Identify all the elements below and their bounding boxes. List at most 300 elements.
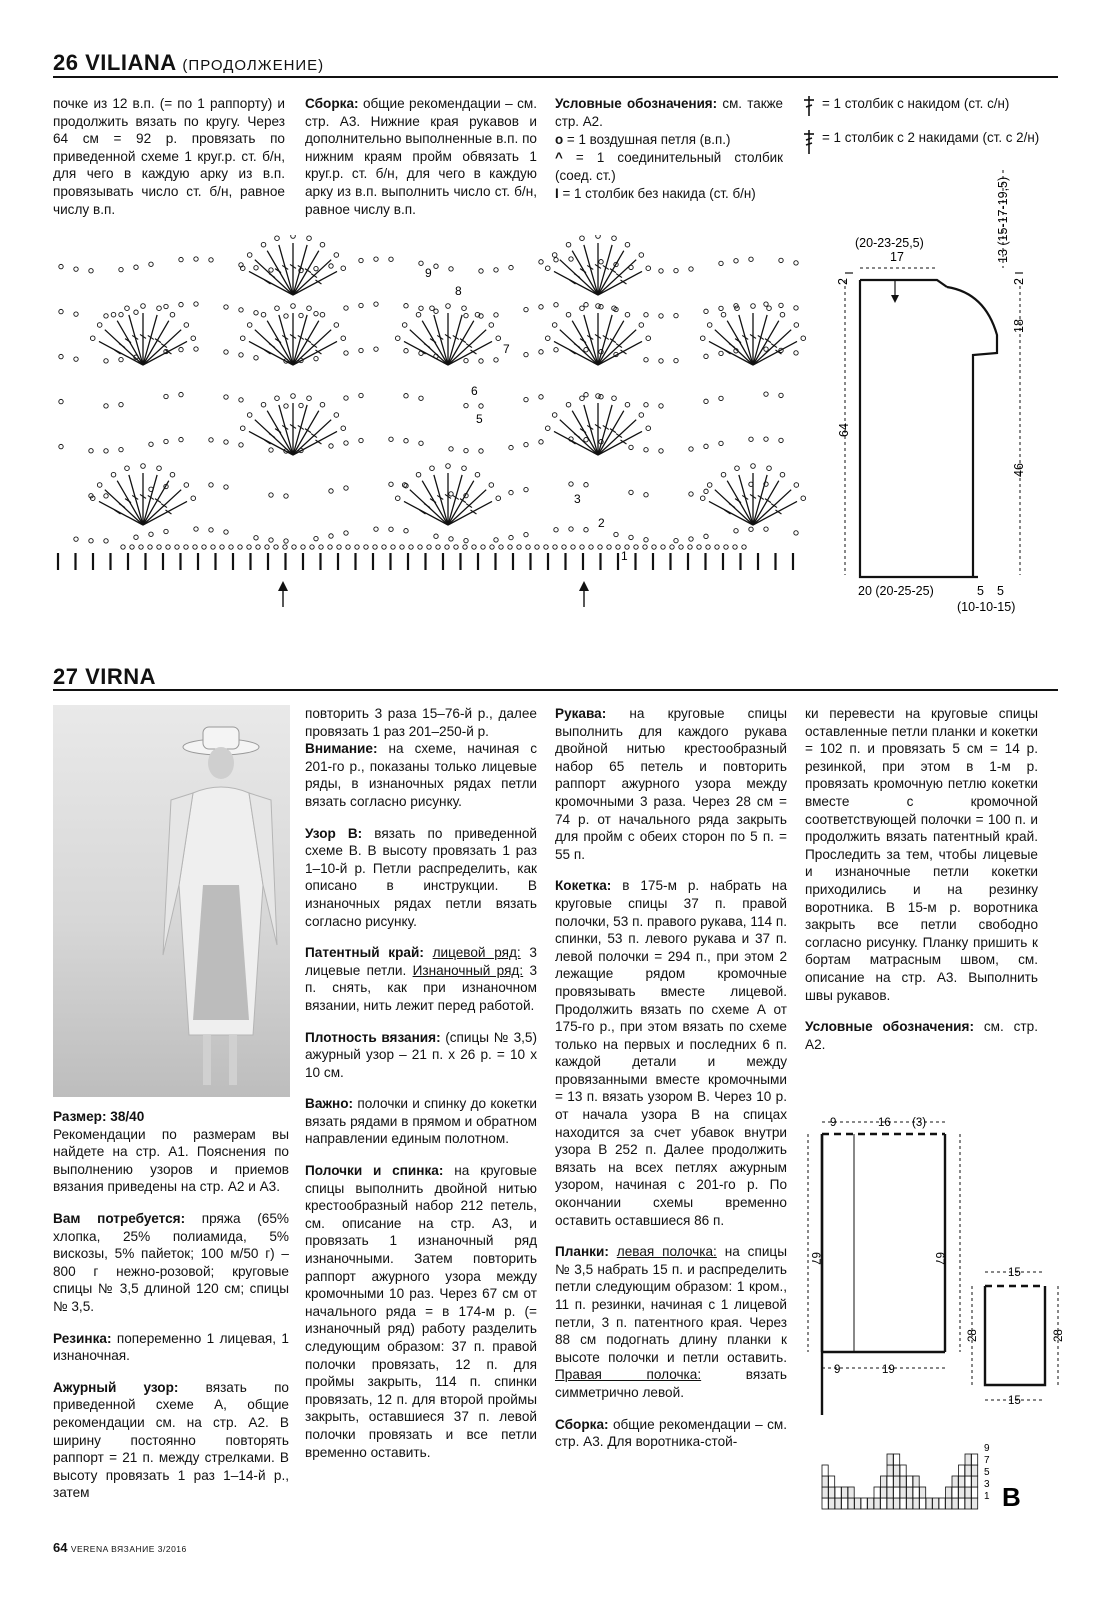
schematic-bottom-c: 5: [997, 584, 1004, 598]
chain-loop: [59, 444, 63, 448]
chain-loop: [193, 545, 197, 549]
repeat-arrow-left-icon: [278, 581, 288, 607]
chart-b-cell: [835, 1498, 841, 1509]
chain-loop: [612, 236, 617, 241]
chart-b-cell: [959, 1476, 965, 1487]
chain-loop: [284, 404, 288, 408]
chart-row-label-8: 8: [455, 284, 462, 298]
important-label: Важно:: [305, 1096, 354, 1112]
chain-loop: [659, 449, 663, 453]
chain-loop: [524, 532, 528, 536]
chart-b-cell: [972, 1487, 978, 1498]
right-front-text: вязать симметрично левой.: [555, 1367, 787, 1400]
chain-loop: [719, 306, 723, 310]
chain-loop: [479, 269, 483, 273]
double-crochet-symbol-icon: [802, 95, 816, 117]
chart-b-cell: [907, 1476, 913, 1487]
legend-intro-text: см. также стр. А2.: [555, 96, 783, 129]
chain-loop: [554, 258, 558, 262]
chain-loop: [419, 396, 423, 400]
chain-loop: [402, 323, 407, 328]
repeat-arrow-right-icon: [579, 581, 589, 607]
chain-loop: [639, 323, 644, 328]
section-26-legend-2: [800, 95, 1060, 147]
chain-loop: [419, 441, 423, 445]
chart-b-cell: [965, 1498, 971, 1509]
chain-loop: [481, 545, 485, 549]
chart-b-cell: [972, 1454, 978, 1465]
collar-paragraph: ки перевести на круговые спицы оставленные петли планки и кокетки = 102 п. и провязать 5 см = 14 р. резинкой, при этом в 1-м р. провязать кромочную петлю кокетки вместе с кромочной соответствующей полочки = 100 п. и продолжить вязать патентный край. Проследить за тем, чтобы лицевые и изнаночные петли кокетки приходились и на резинку воротника. В 15-м р. воротника закрыть все петли свободно согласно рисунку. Планку пришить к бортам матрасным швом, см. описание на стр. А3. Выполнить швы рукавов.: [805, 706, 1038, 1003]
chain-loop: [359, 438, 363, 442]
chain-loop: [119, 357, 123, 361]
chain-loop: [194, 527, 198, 531]
lace-label: Ажурный узор:: [53, 1379, 179, 1395]
chain-loop: [509, 535, 513, 539]
garment-schematic-27: [800, 1110, 1070, 1415]
fan-stitch: [143, 315, 157, 365]
chart-b-cell: [920, 1487, 926, 1498]
fronts-back-paragraph: [305, 1162, 537, 1461]
chart-row-label-9: 9: [425, 266, 432, 280]
chain-loop: [449, 447, 453, 451]
chain-loop: [194, 257, 198, 261]
chain-loop: [104, 314, 108, 318]
section-26-number: 26: [53, 50, 79, 75]
chain-loop: [494, 538, 498, 542]
chain-loop: [344, 486, 348, 490]
chain-loop: [125, 466, 130, 471]
fan-stitch-bar: [574, 274, 580, 278]
yoke-paragraph: [555, 877, 787, 1229]
attention-label: Внимание:: [305, 741, 378, 757]
chart-b-cell: [887, 1487, 893, 1498]
fan-stitch: [129, 475, 143, 525]
chart-b-cell: [887, 1465, 893, 1476]
knitting-chart-b: [820, 1436, 1070, 1516]
chain-loop: [449, 492, 453, 496]
chain-loop: [445, 545, 449, 549]
chain-loop: [104, 449, 108, 453]
chart-b-cell: [894, 1454, 900, 1465]
chain-loop: [179, 302, 183, 306]
chain-loop: [134, 535, 138, 539]
chain-loop: [157, 545, 161, 549]
legend-27-paragraph: [805, 1018, 1038, 1053]
chart-b-row-1: 1: [984, 1491, 990, 1502]
chart-b-cell: [959, 1498, 965, 1509]
chain-loop: [517, 545, 521, 549]
chain-loop: [229, 545, 233, 549]
schematic-bottom-a: 20 (20-25-25): [858, 584, 934, 598]
fan-stitch: [434, 475, 448, 525]
chain-loop: [337, 545, 341, 549]
fan-stitch: [584, 405, 598, 455]
fan-stitch-bar: [574, 344, 580, 348]
chain-loop: [764, 437, 768, 441]
chain-loop: [751, 304, 756, 309]
chain-loop: [299, 403, 303, 407]
schematic2-bottom-19: 19: [882, 1364, 895, 1376]
chain-loop: [704, 309, 708, 313]
chain-loop: [224, 530, 228, 534]
schematic3-top-15: 15: [1008, 1267, 1021, 1279]
chart-b-cell: [900, 1498, 906, 1509]
chain-loop: [310, 545, 314, 549]
chain-loop: [291, 394, 296, 399]
attention-text: на схеме, начиная с 201-го р., показаны только лицевые ряды, в изнаночных рядах петли вязать согласно рисунку.: [305, 741, 537, 809]
schematic-two-right: 2: [1012, 278, 1026, 285]
sleeves-label: Рукава:: [555, 706, 607, 721]
chart-b-cell: [965, 1465, 971, 1476]
chart-b-cell: [972, 1465, 978, 1476]
legend-tr-text: = 1 столбик с 2 накидами (ст. с 2/н): [822, 130, 1040, 145]
chain-loop: [724, 545, 728, 549]
treble-crochet-symbol-icon: [802, 129, 816, 155]
chain-loop: [254, 266, 258, 270]
chart-b-cell: [822, 1476, 828, 1487]
important-text: полочки и спинку до кокетки вязать рядами в прямом и обратном направлении единым полотном.: [305, 1096, 537, 1147]
chain-loop: [389, 527, 393, 531]
chain-loop: [599, 259, 603, 263]
fan-stitch: [598, 245, 612, 295]
chain-loop: [419, 306, 423, 310]
chain-loop: [261, 242, 266, 247]
chart-b-cell: [946, 1498, 952, 1509]
chain-loop: [679, 545, 683, 549]
chain-loop: [111, 472, 116, 477]
chain-loop: [659, 269, 663, 273]
chain-loop: [584, 393, 588, 397]
chain-loop: [704, 444, 708, 448]
chain-loop: [164, 304, 168, 308]
chain-loop: [344, 441, 348, 445]
chain-loop: [554, 303, 558, 307]
chain-loop: [247, 545, 251, 549]
chain-loop: [269, 448, 273, 452]
chain-loop: [674, 358, 678, 362]
chain-loop: [509, 265, 513, 269]
chain-loop: [179, 392, 183, 396]
attention-paragraph: [305, 740, 537, 810]
section-27-rule: [53, 689, 1058, 691]
chain-loop: [275, 306, 280, 311]
chain-loop: [639, 413, 644, 418]
chain-loop: [329, 489, 333, 493]
chain-loop: [794, 261, 798, 265]
chart-b-cell: [946, 1487, 952, 1498]
chart-b-cell: [835, 1487, 841, 1498]
fronts-back-label: Полочки и спинка:: [305, 1163, 444, 1179]
chain-loop: [59, 264, 63, 268]
chain-loop: [749, 527, 753, 531]
schematic2-top-16: 16: [878, 1117, 891, 1129]
chain-loop: [334, 323, 339, 328]
chain-loop: [697, 545, 701, 549]
chain-loop: [464, 313, 468, 317]
fan-stitch: [584, 315, 598, 365]
chain-loop: [121, 545, 125, 549]
chain-loop: [719, 261, 723, 265]
chain-loop: [164, 439, 168, 443]
chain-loop: [418, 545, 422, 549]
density-label: Плотность вязания:: [305, 1029, 441, 1045]
chain-loop: [644, 358, 648, 362]
chain-loop: [767, 466, 772, 471]
chain-loop: [374, 302, 378, 306]
pattern-b-text: вязать по приведенной схеме В. В высоту провязать 1 раз 1–10-й р. Петли распределить, как описано в инструкции. В изнаночных рядах петли вязать согласно рисунку.: [305, 825, 537, 929]
assembly-label: Сборка:: [305, 96, 359, 111]
chain-loop: [239, 308, 243, 312]
chain-loop: [509, 445, 513, 449]
chart-b-label: B: [1002, 1482, 1021, 1512]
chain-loop: [643, 545, 647, 549]
chain-loop: [524, 397, 528, 401]
chain-loop: [104, 494, 108, 498]
chain-loop: [179, 437, 183, 441]
chart-b-cell: [894, 1476, 900, 1487]
chain-loop: [239, 398, 243, 402]
chain-loop: [584, 483, 588, 487]
chain-loop: [767, 306, 772, 311]
chain-loop: [239, 353, 243, 357]
chain-loop: [700, 336, 705, 341]
chain-loop: [256, 545, 260, 549]
chain-loop: [464, 538, 468, 542]
fan-stitch: [129, 315, 143, 365]
chain-loop: [292, 545, 296, 549]
chain-loop: [374, 347, 378, 351]
chain-loop: [779, 258, 783, 262]
chain-loop: [320, 402, 325, 407]
chain-loop: [490, 545, 494, 549]
chain-loop: [307, 306, 312, 311]
chain-loop: [794, 531, 798, 535]
chain-loop: [449, 537, 453, 541]
chain-loop: [554, 528, 558, 532]
chain-loop: [794, 483, 799, 488]
chain-loop: [224, 440, 228, 444]
chain-loop: [97, 323, 102, 328]
chain-loop: [794, 323, 799, 328]
chain-loop: [625, 312, 630, 317]
chain-loop: [224, 485, 228, 489]
yoke-text: в 175-м р. набрать на круговые спицы 37 п. правой полочки, 53 п. правого рукава, 114 п. спинки, 53 п. левого рукава и 37 п. левой полочки = 294 п., при этом 2 лежащие рядом кромочные провязывать вместе лицевой. Продолжить вязать по схеме А от 175-го р., при этом вязать по схеме только на первых и последних 6 п. каждой детали и между провязанными вместе кромочными = 13 п. вязать узором В. Через 10 р. от начала узора В на спицах находится за счет убавок внутри узора В 252 п. Далее продолжить вязать на всех петлях ажурным узором, начиная с 201-го р. По окончании схемы временно оставить оставшиеся 86 п.: [555, 878, 787, 1228]
chain-loop: [184, 323, 189, 328]
purl-row-label: Изнаночный ряд:: [412, 962, 524, 978]
chain-loop: [314, 356, 318, 360]
chart-b-cell: [848, 1487, 854, 1498]
chain-loop: [454, 545, 458, 549]
schematic-top-b: 17: [890, 250, 904, 264]
chain-loop: [584, 438, 588, 442]
assembly-27-text: общие рекомендации – см. стр. А3. Для воротника-стой-: [555, 1416, 787, 1450]
chain-loop: [780, 312, 785, 317]
chain-loop: [562, 545, 566, 549]
chain-loop: [389, 482, 393, 486]
chain-loop: [735, 466, 740, 471]
fronts-back-text: на круговые спицы выполнить двойной нитью крестообразный набор 212 петель, см. описание на стр. А3, и провязать 1 изнаночный ряд изнаночными. Затем повторить раппорт ажурного узора между кромочными 10 раз. Через 67 см от начального ряда = в 174-м р. (= изнаночный ряд) работу разделить следующим образом: 37 п. правой полочки провязать, 12 п. для проймы закрыть, 114 п. спинки провязать, 12 п. для второй проймы закрыть, оставшиеся 37 п. левой полочки провязать и все петли временно оставить.: [305, 1163, 537, 1460]
schematic-two-left: 2: [836, 278, 850, 285]
legend-dc-text: = 1 столбик с накидом (ст. с/н): [822, 96, 1010, 111]
chain-loop: [704, 534, 708, 538]
chart-b-cell: [822, 1465, 828, 1476]
chain-loop: [374, 257, 378, 261]
legend-dc: [800, 95, 1060, 113]
chain-loop: [646, 336, 651, 341]
chain-loop: [535, 545, 539, 549]
chain-loop: [734, 529, 738, 533]
chain-loop: [261, 402, 266, 407]
yoke-label: Кокетка:: [555, 878, 612, 894]
section-27-col2: [305, 705, 537, 1475]
chart-row-label-6: 6: [471, 384, 478, 398]
chain-loop: [344, 351, 348, 355]
chain-loop: [463, 545, 467, 549]
chain-loop: [254, 311, 258, 315]
chart-b-cell: [881, 1487, 887, 1498]
chart-b-cell: [868, 1498, 874, 1509]
chain-loop: [240, 426, 245, 431]
chart-b-cell: [874, 1498, 880, 1509]
chart-b-cell: [972, 1476, 978, 1487]
chain-loop: [674, 313, 678, 317]
chain-loop: [598, 545, 602, 549]
chain-loop: [404, 438, 408, 442]
chain-loop: [175, 545, 179, 549]
chain-loop: [719, 351, 723, 355]
fan-stitch: [279, 405, 293, 455]
chain-loop: [261, 312, 266, 317]
chain-loop: [644, 403, 648, 407]
chain-loop: [275, 396, 280, 401]
chain-loop: [104, 539, 108, 543]
chain-loop: [346, 545, 350, 549]
chain-loop: [644, 538, 648, 542]
chain-loop: [644, 313, 648, 317]
chain-loop: [254, 536, 258, 540]
chain-loop: [646, 266, 651, 271]
chain-loop: [404, 303, 408, 307]
chain-loop: [599, 394, 603, 398]
chain-loop: [328, 545, 332, 549]
chart-b-cell: [959, 1465, 965, 1476]
chain-loop: [254, 356, 258, 360]
fan-stitch: [598, 315, 612, 365]
chain-loop: [320, 242, 325, 247]
chain-loop: [90, 336, 95, 341]
chain-loop: [149, 442, 153, 446]
chain-loop: [184, 545, 188, 549]
chain-loop: [661, 545, 665, 549]
chain-loop: [344, 306, 348, 310]
chain-loop: [764, 527, 768, 531]
chain-loop: [265, 545, 269, 549]
chain-loop: [209, 528, 213, 532]
chain-loop: [596, 235, 601, 238]
fan-stitch: [434, 315, 448, 365]
chain-loop: [779, 438, 783, 442]
garment-schematic-26: [825, 155, 1065, 625]
chain-loop: [607, 545, 611, 549]
chain-loop: [634, 545, 638, 549]
chart-b-row-3: 3: [984, 1479, 990, 1490]
chain-loop: [341, 336, 346, 341]
legend-27-label: Условные обозначения:: [805, 1019, 974, 1035]
chain-loop: [464, 403, 468, 407]
chain-loop: [462, 306, 467, 311]
chart-b-cell: [900, 1487, 906, 1498]
chain-loop: [742, 545, 746, 549]
chain-loop: [614, 532, 618, 536]
chain-loop: [580, 236, 585, 241]
chain-loop: [552, 323, 557, 328]
fan-stitch: [143, 475, 157, 525]
chain-loop: [689, 447, 693, 451]
model-photo: [53, 705, 290, 1097]
assembly-27-paragraph: [555, 1416, 787, 1451]
chain-loop: [299, 313, 303, 317]
chain-loop: [462, 466, 467, 471]
rib-paragraph: [53, 1330, 289, 1365]
chain-loop: [629, 535, 633, 539]
chain-loop: [545, 266, 550, 271]
chain-loop: [148, 545, 152, 549]
chain-loop: [194, 302, 198, 306]
chart-row-label-1: 1: [621, 549, 628, 563]
chart-b-cell: [972, 1498, 978, 1509]
chart-b-cell: [842, 1487, 848, 1498]
sleeves-paragraph: [555, 705, 787, 863]
bands-label: Планки:: [555, 1244, 609, 1260]
legend-slip-text: = 1 соединительный столбик (соед. ст.): [555, 150, 783, 183]
chain-loop: [801, 336, 806, 341]
chain-loop: [389, 437, 393, 441]
chain-loop: [284, 314, 288, 318]
chain-loop: [659, 359, 663, 363]
chain-loop: [751, 464, 756, 469]
chain-loop: [334, 413, 339, 418]
chain-loop: [589, 545, 593, 549]
chain-loop: [612, 396, 617, 401]
chart-b-cell: [881, 1498, 887, 1509]
chain-loop: [194, 347, 198, 351]
chart-b-cell: [861, 1498, 867, 1509]
chain-loop: [97, 483, 102, 488]
fan-stitch: [598, 405, 612, 455]
chain-loop: [283, 545, 287, 549]
chain-loop: [164, 394, 168, 398]
chart-b-cell: [887, 1476, 893, 1487]
chain-loop: [74, 267, 78, 271]
chart-b-cell: [952, 1476, 958, 1487]
chain-loop: [130, 545, 134, 549]
fan-stitch-bar: [269, 344, 275, 348]
chain-loop: [571, 545, 575, 549]
chain-loop: [74, 357, 78, 361]
chain-loop: [436, 545, 440, 549]
chart-b-cell: [926, 1498, 932, 1509]
chain-loop: [580, 396, 585, 401]
section-26-col2: [305, 95, 537, 218]
materials-text: пряжа (65% хлопка, 25% полиамида, 5% вискозы, 5% пайеток; 100 м/50 г) – 800 г нежно-розовой; круговые спицы № 3,5 длиной 120 см; спицы № 3,5.: [53, 1210, 289, 1314]
chain-loop: [400, 545, 404, 549]
fan-stitch: [293, 315, 307, 365]
schematic2-top-3: (3): [912, 1117, 927, 1129]
lace-text: вязать по приведенной схеме А, общие рекомендации см. на стр. А2. В ширину постоянно повторять раппорт = 21 п. между стрелками. В высоту провязать 1 раз 1–14-й р., затем: [53, 1379, 289, 1501]
chain-loop: [275, 236, 280, 241]
chain-loop: [364, 545, 368, 549]
legend-slip: [555, 149, 783, 185]
